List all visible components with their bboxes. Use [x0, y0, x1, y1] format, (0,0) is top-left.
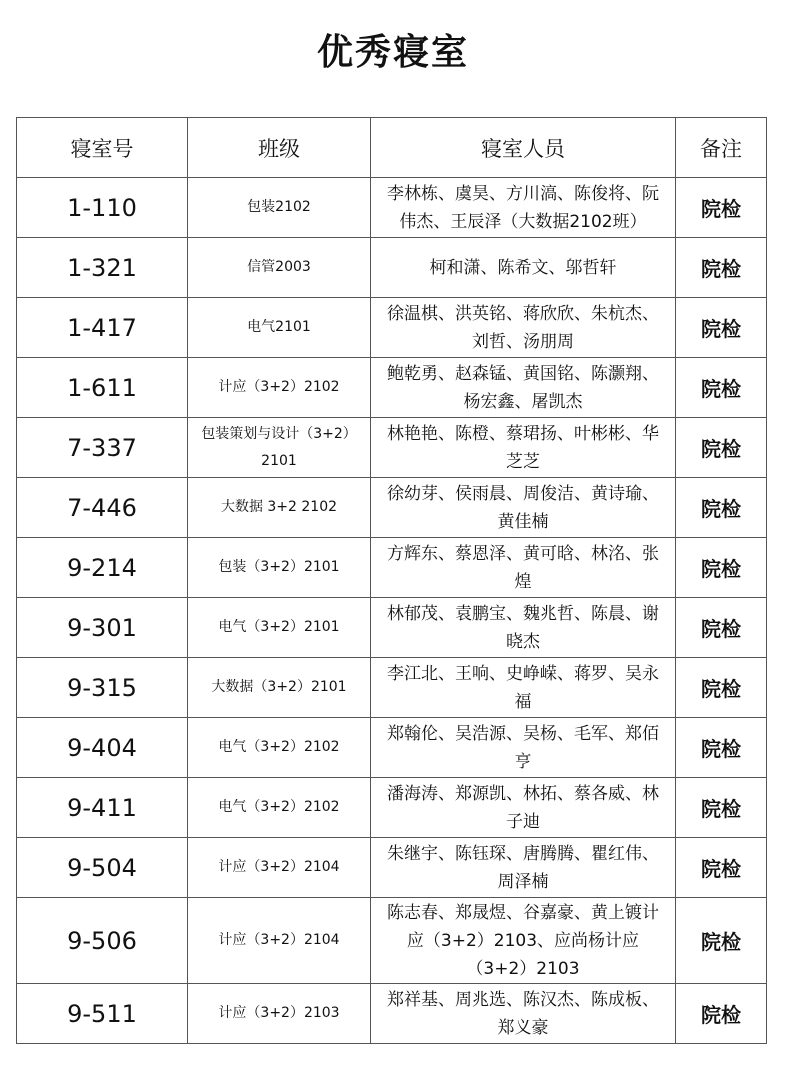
table-row — [17, 598, 767, 658]
class-cell: 大数据（3+2）2101 — [188, 658, 371, 718]
table-row — [17, 898, 767, 984]
class-cell: 电气（3+2）2102 — [188, 778, 371, 838]
members-cell: 潘海涛、郑源凯、林拓、蔡各威、林子迪 — [371, 778, 676, 838]
class-cell: 计应（3+2）2104 — [188, 838, 371, 898]
members-cell: 徐温棋、洪英铭、蒋欣欣、朱杭杰、刘哲、汤朋周 — [371, 298, 676, 358]
class-cell: 包装（3+2）2101 — [188, 538, 371, 598]
note-cell: 院检 — [676, 658, 767, 718]
note-cell: 院检 — [676, 358, 767, 418]
header-members: 寝室人员 — [371, 118, 676, 178]
class-cell: 电气2101 — [188, 298, 371, 358]
room-cell: 9-404 — [17, 718, 188, 778]
note-cell: 院检 — [676, 418, 767, 478]
members-cell: 鲍乾勇、赵森锰、黄国铭、陈灏翔、杨宏鑫、屠凯杰 — [371, 358, 676, 418]
table-row — [17, 838, 767, 898]
members-cell: 林艳艳、陈橙、蔡珺扬、叶彬彬、华芝芝 — [371, 418, 676, 478]
note-cell: 院检 — [676, 898, 767, 984]
class-cell: 计应（3+2）2103 — [188, 984, 371, 1044]
room-cell: 1-110 — [17, 178, 188, 238]
room-cell: 9-511 — [17, 984, 188, 1044]
class-cell: 信管2003 — [188, 238, 371, 298]
note-cell: 院检 — [676, 778, 767, 838]
note-cell: 院检 — [676, 298, 767, 358]
room-cell: 9-301 — [17, 598, 188, 658]
table-row — [17, 478, 767, 538]
note-cell: 院检 — [676, 178, 767, 238]
table-row — [17, 778, 767, 838]
note-cell: 院检 — [676, 718, 767, 778]
members-cell: 陈志春、郑晟煜、谷嘉豪、黄上镀计应（3+2）2103、应尚杨计应（3+2）2103 — [371, 898, 676, 984]
table-row — [17, 718, 767, 778]
table-row — [17, 238, 767, 298]
class-cell: 大数据 3+2 2102 — [188, 478, 371, 538]
class-cell: 包装策划与设计（3+2）2101 — [188, 418, 371, 478]
note-cell: 院检 — [676, 984, 767, 1044]
note-cell: 院检 — [676, 598, 767, 658]
table-row — [17, 984, 767, 1044]
members-cell: 柯和潇、陈希文、邬哲轩 — [371, 238, 676, 298]
header-class: 班级 — [188, 118, 371, 178]
room-cell: 7-446 — [17, 478, 188, 538]
members-cell: 方辉东、蔡恩泽、黄可晗、林洺、张煌 — [371, 538, 676, 598]
members-cell: 朱继宇、陈钰琛、唐腾腾、瞿红伟、周泽楠 — [371, 838, 676, 898]
note-cell: 院检 — [676, 478, 767, 538]
table-row — [17, 178, 767, 238]
members-cell: 李林栋、虞昊、方川滈、陈俊将、阮伟杰、王辰泽（大数据2102班） — [371, 178, 676, 238]
page-title: 优秀寝室 — [316, 32, 469, 73]
room-cell: 9-506 — [17, 898, 188, 984]
members-cell: 徐幼芽、侯雨晨、周俊洁、黄诗瑜、黄佳楠 — [371, 478, 676, 538]
class-cell: 电气（3+2）2102 — [188, 718, 371, 778]
members-cell: 李江北、王响、史峥嵘、蒋罗、吴永福 — [371, 658, 676, 718]
note-cell: 院检 — [676, 538, 767, 598]
class-cell: 计应（3+2）2104 — [188, 898, 371, 984]
table-header-row — [17, 118, 767, 178]
table-row — [17, 658, 767, 718]
room-cell: 1-321 — [17, 238, 188, 298]
room-cell: 9-214 — [17, 538, 188, 598]
table-row — [17, 358, 767, 418]
room-cell: 1-417 — [17, 298, 188, 358]
room-cell: 7-337 — [17, 418, 188, 478]
class-cell: 包装2102 — [188, 178, 371, 238]
header-note: 备注 — [676, 118, 767, 178]
room-cell: 9-411 — [17, 778, 188, 838]
members-cell: 林郁茂、袁鹏宝、魏兆哲、陈晨、谢晓杰 — [371, 598, 676, 658]
table-row — [17, 538, 767, 598]
class-cell: 计应（3+2）2102 — [188, 358, 371, 418]
table-row — [17, 418, 767, 478]
room-cell: 1-611 — [17, 358, 188, 418]
room-cell: 9-504 — [17, 838, 188, 898]
members-cell: 郑祥基、周兆选、陈汉杰、陈成板、郑义豪 — [371, 984, 676, 1044]
note-cell: 院检 — [676, 838, 767, 898]
table-row — [17, 298, 767, 358]
room-cell: 9-315 — [17, 658, 188, 718]
class-cell: 电气（3+2）2101 — [188, 598, 371, 658]
note-cell: 院检 — [676, 238, 767, 298]
dormitory-table — [16, 117, 767, 1044]
members-cell: 郑翰伦、吴浩源、吴杨、毛军、郑佰亨 — [371, 718, 676, 778]
header-room: 寝室号 — [17, 118, 188, 178]
